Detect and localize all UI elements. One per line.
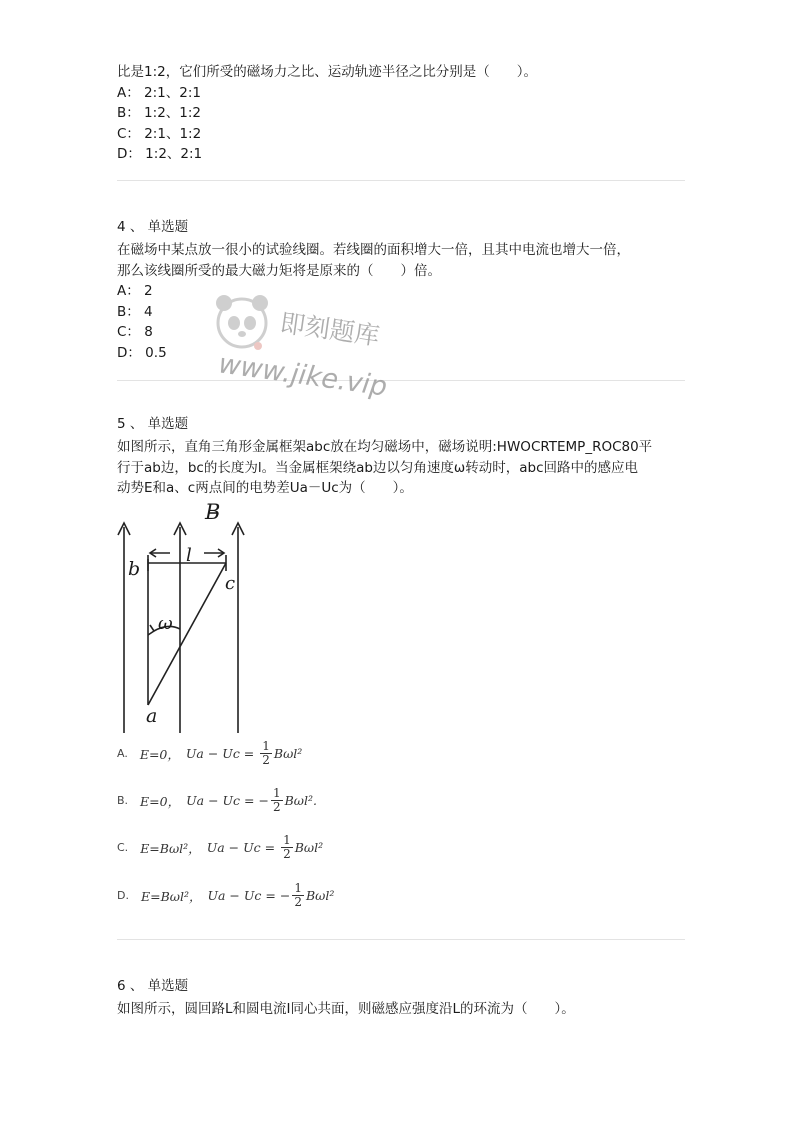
question-3-text: 比是1:2，它们所受的磁场力之比、运动轨迹半径之比分别是（ ）。 bbox=[117, 64, 537, 80]
watermark-brand: 即刻题库 bbox=[278, 308, 382, 351]
label-b-field: B bbox=[205, 500, 221, 524]
label-b: b bbox=[128, 558, 141, 580]
option-a-label: A. bbox=[117, 747, 128, 760]
question-4 bbox=[117, 217, 687, 363]
option-a[interactable]: A： 2 bbox=[117, 283, 153, 299]
question-5-line-3: 动势E和a、c两点间的电势差Ua－Uc为（ ）。 bbox=[117, 480, 413, 496]
option-a[interactable]: A： 2:1、2:1 bbox=[117, 84, 201, 101]
option-d-e: E=Bωl²， bbox=[140, 888, 202, 904]
option-d-label: D. bbox=[117, 889, 129, 902]
label-a: a bbox=[146, 705, 158, 727]
divider bbox=[117, 180, 685, 181]
question-5-line-2: 行于ab边，bc的长度为l。当金属框架绕ab边以匀角速度ω转动时，abc回路中的感应电 bbox=[117, 459, 638, 476]
option-b-fraction: $\frac{1}{2}$ bbox=[272, 786, 281, 814]
option-c[interactable] bbox=[117, 834, 323, 861]
triangle-figure bbox=[110, 500, 270, 735]
option-b-e: E=0， bbox=[140, 793, 181, 809]
divider bbox=[117, 380, 685, 381]
option-d-u: Ua − Uc = bbox=[207, 888, 276, 903]
option-a[interactable] bbox=[117, 740, 302, 767]
figure-drawing bbox=[110, 505, 270, 735]
option-d[interactable]: D： 1:2、2:1 bbox=[117, 146, 203, 162]
label-l: l bbox=[186, 545, 192, 566]
option-c[interactable]: C： 8 bbox=[117, 324, 153, 340]
option-b[interactable] bbox=[117, 787, 317, 814]
question-6 bbox=[117, 976, 687, 1020]
option-a-tail: Bωl² bbox=[273, 746, 303, 761]
question-6-header: 6 、 单选题 bbox=[117, 978, 189, 994]
question-4-header: 4 、 单选题 bbox=[117, 219, 189, 235]
question-5 bbox=[117, 414, 687, 499]
divider bbox=[117, 939, 685, 940]
option-c-e: E=Bωl²， bbox=[140, 840, 201, 856]
option-c-tail: Bωl² bbox=[294, 840, 324, 855]
question-6-line-1: 如图所示，圆回路L和圆电流I同心共面，则磁感应强度沿L的环流为（ ）。 bbox=[117, 1001, 575, 1017]
option-b-tail: Bωl². bbox=[284, 793, 317, 808]
option-a-fraction: $\frac{1}{2}$ bbox=[262, 739, 270, 767]
question-4-line-2: 那么该线圈所受的最大磁力矩将是原来的（ ）倍。 bbox=[117, 262, 441, 279]
question-5-line-1: 如图所示，直角三角形金属框架abc放在均匀磁场中，磁场说明:HWOCRTEMP_ROC80平 bbox=[117, 439, 653, 455]
option-a-u: Ua − Uc = bbox=[185, 746, 255, 761]
option-c[interactable]: C： 2:1、1:2 bbox=[117, 125, 202, 142]
option-a-e: E=0， bbox=[139, 746, 180, 762]
option-b-u: Ua − Uc = bbox=[186, 793, 255, 808]
label-c: c bbox=[225, 573, 236, 594]
option-d-tail: Bωl² bbox=[305, 888, 335, 903]
option-c-fraction: $\frac{1}{2}$ bbox=[283, 833, 291, 861]
option-b[interactable]: B： 4 bbox=[117, 303, 153, 320]
label-omega: ω bbox=[158, 613, 173, 634]
option-c-label: C. bbox=[117, 841, 129, 854]
watermark-url: www.jike.vip bbox=[216, 348, 389, 403]
option-b[interactable]: B： 1:2、1:2 bbox=[117, 105, 202, 121]
question-3 bbox=[117, 62, 687, 165]
option-d-fraction: $\frac{1}{2}$ bbox=[294, 881, 302, 909]
option-d[interactable] bbox=[117, 882, 334, 909]
option-d[interactable]: D： 0.5 bbox=[117, 344, 167, 361]
option-d-sign: − bbox=[279, 888, 291, 903]
option-c-u: Ua − Uc = bbox=[206, 840, 276, 855]
option-b-label: B. bbox=[117, 794, 129, 807]
question-5-header: 5 、 单选题 bbox=[117, 416, 189, 432]
question-4-line-1: 在磁场中某点放一很小的试验线圈。若线圈的面积增大一倍，且其中电流也增大一倍， bbox=[117, 242, 630, 258]
option-b-sign: − bbox=[258, 793, 269, 808]
